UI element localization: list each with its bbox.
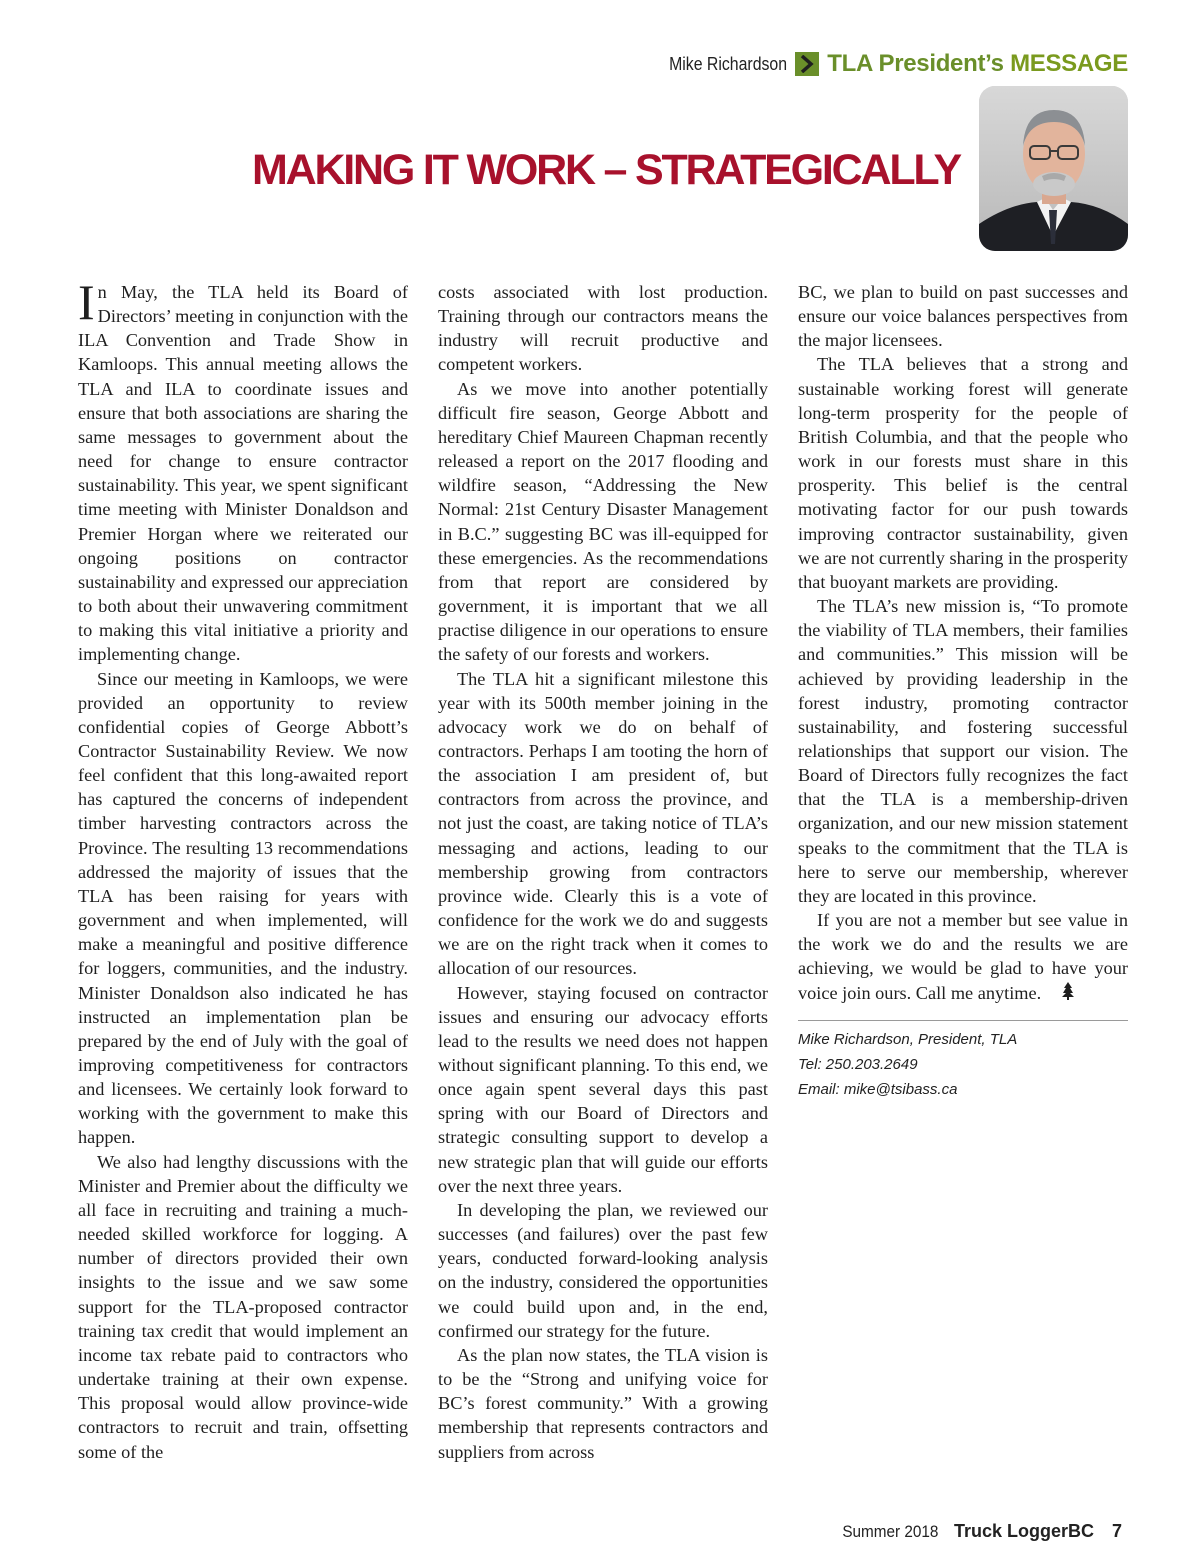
author-photo	[979, 86, 1128, 251]
article-column-3	[798, 280, 1128, 1102]
footer-issue: Summer 2018	[842, 1522, 939, 1541]
signature-email: Email: mike@tsibass.ca	[798, 1080, 958, 1098]
tree-icon	[1043, 982, 1074, 1006]
article-paragraph	[798, 908, 1128, 1006]
page-footer	[837, 1521, 1122, 1542]
signature-phone: Tel: 250.203.2649	[798, 1055, 918, 1073]
chevron-right-icon	[795, 52, 819, 76]
footer-magazine: Truck LoggerBC	[953, 1521, 1094, 1541]
article-paragraph: The TLA’s new mission is, “To promote the viability of TLA members, their families and communities.” This mission will be achieved by providing leadership in the forest industry, promoting contractor sustainability, and fostering successful relationships that support our vision. The Board of Directors fully recognizes the fact that the TLA is a membership-driven organization, and our new mission statement speaks to the commitment that the TLA is here to serve our membership, wherever they are located in this province.	[798, 596, 1128, 906]
signature-name: Mike Richardson, President, TLA	[798, 1030, 1018, 1048]
section-header	[653, 48, 1128, 80]
drop-cap: I	[78, 274, 95, 330]
article-paragraph: The TLA hit a significant milestone this year with its 500th member joining in the advocacy work we do on behalf of contractors. Perhaps I am tooting the horn of the association I am president of, but contractors from across the province, and not just the coast, are taking notice of TLA’s messaging and actions, leading to our membership growing from contractors province wide. Clearly this is a vote of confidence for the work we do and suggests we are on the right track when it comes to allocation of our resources.	[438, 668, 768, 979]
section-title-prefix: TLA President’s	[827, 50, 1004, 77]
signature-block	[798, 1027, 1128, 1102]
article-column-2	[438, 280, 768, 1464]
article-paragraph: As the plan now states, the TLA vision is to be the “Strong and unifying voice for BC’s forest community.” With a growing membership that represents contractors and suppliers from across	[438, 1344, 768, 1462]
section-title	[827, 50, 1128, 78]
page-number: 7	[1111, 1521, 1122, 1541]
article-paragraph: costs associated with lost production. Training through our contractors means the industry will recruit productive and competent workers.	[438, 282, 768, 375]
article-headline: MAKING IT WORK – STRATEGICALLY	[251, 146, 960, 194]
paragraph-text: If you are not a member but see value in the work we do and the results we are achieving, we would be glad to have your voice join ours. Call me anytime.	[798, 910, 1128, 1003]
article-paragraph: We also had lengthy discussions with the Minister and Premier about the difficulty we all face in recruiting and training a much-needed skilled workforce for logging. A number of directors provided their own insights to the issue and we saw some support for the TLA-proposed contractor training tax credit that would implement an income tax rebate paid to contractors who undertake training at their own expense. This proposal would allow province-wide contractors to recruit and train, offsetting some of the	[78, 1151, 408, 1462]
article-paragraph: However, staying focused on contractor issues and ensuring our advocacy efforts lead to the results we need does not happen without significant planning. To this end, we once again spent several days this past spring with our Board of Directors and strategic consulting support to develop a new strategic plan that will guide our efforts over the next three years.	[438, 982, 768, 1196]
section-title-emphasis: MESSAGE	[1010, 50, 1128, 77]
article-paragraph	[78, 274, 408, 667]
article-paragraph: The TLA believes that a strong and sustainable working forest will generate long-term prosperity for the people of British Columbia, and that the people who work in our forests must share in this prosperity. This belief is the central motivating factor for our push towards improving contractor sustainability, given we are not currently sharing in the prosperity that buoyant markets are providing.	[798, 354, 1128, 592]
article-paragraph: BC, we plan to build on past successes and ensure our voice balances perspectives from the major licensees.	[798, 282, 1128, 351]
header-author: Mike Richardson	[669, 53, 788, 74]
article-paragraph: In developing the plan, we reviewed our successes (and failures) over the past few years, conducted forward-looking analysis on the industry, considered the opportunities we could build upon and, in the end, confirmed our strategy for the future.	[438, 1199, 768, 1341]
article-paragraph: As we move into another potentially difficult fire season, George Abbott and hereditary Chief Maureen Chapman recently released a report on the 2017 flooding and wildfire season, “Addressing the New Normal: 21st Century Disaster Management in B.C.” suggesting BC was ill-equipped for these emergencies. As the recommendations from that report are considered by government, it is important that we all practise diligence in our operations to ensure the safety of our forests and workers.	[438, 378, 768, 665]
article-column-1	[78, 274, 408, 1464]
signature-divider	[798, 1020, 1128, 1021]
paragraph-text: n May, the TLA held its Board of Directors’ meeting in conjunction with the ILA Convention and Trade Show in Kamloops. This annual meeting allows the TLA and ILA to coordinate issues and ensure that both associations are sharing the same messages to government about the need for change to ensure contractor sustainability. This year, we spent significant time meeting with Minister Donaldson and Premier Horgan where we reiterated our ongoing positions on contractor sustainability and expressed our appreciation to both about their unwavering commitment to making this vital initiative a priority and implementing change.	[78, 282, 408, 665]
article-paragraph: Since our meeting in Kamloops, we were provided an opportunity to review confidential copies of George Abbott’s Contractor Sustainability Review. We now feel confident that this long-awaited report has captured the concerns of independent timber harvesting contractors across the Province. The resulting 13 recommendations addressed the majority of issues that the TLA has been raising for years with government and when implemented, will make a meaningful and positive difference for loggers, communities, and the industry. Minister Donaldson also indicated he has instructed an implementation plan be prepared by the end of July with the goal of improving competitiveness for contractors and licensees. We certainly look forward to working with the government to make this happen.	[78, 668, 408, 1148]
